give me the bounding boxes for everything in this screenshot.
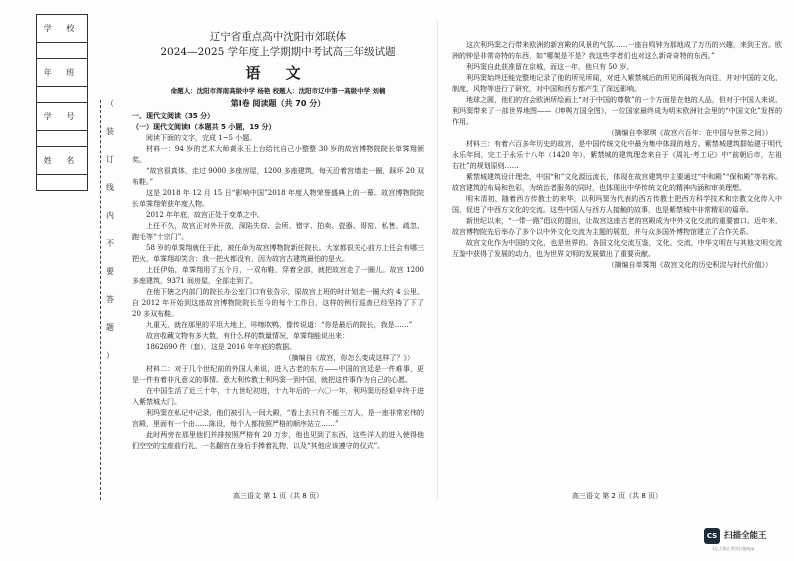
seal-char: 答 [106,295,114,304]
paragraph: 这是 2018 年 12 月 15 日“影响中国”2018 年度人物荣誉盛典上的一幕。故宫博物院院长单霁翔荣获年度人物。 [132,189,424,208]
paragraph: （摘编自单霁翔《故宫文化的历史积淀与时代价值》） [607,261,772,269]
field-class: 年 班 [37,59,88,87]
seal-char: 订 [106,155,114,164]
seal-char: 要 [106,267,114,276]
camscanner-logo-icon: CS [704,528,720,544]
seal-warning-text [100,90,120,370]
paragraph: 此时两旁在那里他们并排按照严格有 20 万步，他也见到了东西，这些洋人的进入使得他们空空的宝座前行礼，一名翻官在身后手捧着礼物，以及“其他应该遵守的仪式”。 [132,431,424,450]
paragraph: 利玛窦自此获准留在京城，而这一年，他只有 50 岁。 [466,63,634,71]
seal-char: 内 [106,211,114,220]
paragraph: 材料一：94 岁的艺术大师黄永玉上台给比自己小整整 30 岁的故宫博物院院长单霁翔颁奖。 [132,145,424,164]
paragraph: 利玛窦在私记中记录，他们被引入一间大殿，“看上去只有不能三万人，是一座非常宏伟的宫殿，里面有一个由……陈设，每个人都按照严格的顺序站立……” [132,409,424,428]
paragraph: 利玛窦始终还能完整地记录了他的所见所闻，对进入紫禁城后的所见所闻极为向往，并对中国的文化、制度、风物等进行了研究，对中国和西方都产生了深远影响。 [452,74,782,93]
scanner-watermark [704,528,794,558]
paragraph: 紫禁城建筑设计理念，中国“和”文化源远流长，体现在故宫建筑中主要通过“中和殿”“保和殿”等名称。故宫建筑的布局和色彩，为统治者服务的同时，也体现出中华传统文化的精神内涵和审美理想。 [452,173,782,192]
watermark-tagline: 3亿人都在用的扫描App [712,546,755,551]
paragraph: 这次利玛窦之行带来欧洲的新宫殿的风景的气氛……一座自鸣钟为那地成了万历的兴趣，来到王宫。欧洲的钟是非常奇特的东西，如“哪架是不是？我这些学者们也对这么新奇奇特的东西。” [452,41,782,60]
student-info-table [36,14,88,191]
seal-char: （ [106,99,114,108]
paragraph: 在他下辖之内部门的院长办公室门口有张告示，原故宫上班的时计划走一圈大约 4 公里。自 2012 年开始到这座故宫博物院院长至今的每个工作日，这样的例行巡查已经坚持了下了 20 多双布鞋。 [132,288,424,318]
field-student-number-blank[interactable] [37,131,88,147]
right-page-column [452,40,782,271]
page-footer-left: 高三语文 第 1 页（共 8 页） [232,492,324,500]
seal-char: 不 [106,239,114,248]
paragraph: 地球之圆，他们的宫会欧洲所绘画上“对于中国的尊敬”的一个方面是在他的人品，但对于中国人来说，利玛窦带来了一部世界地图——《坤舆万国全图》，一位国家最终成为明末欧洲社会里的“中国文化”发挥的作用。 [452,96,782,126]
exam-title-line1: 辽宁省重点高中沈阳市郊联体 [209,31,347,43]
seal-char: 题 [106,323,114,332]
left-paragraphs [132,111,424,452]
paragraph: 材料三：有着六百多年历史的故宫，是中国传统文化中最为集中体现的地方。紫禁城建筑群始建于明代永乐年间，完工于永乐十八年（1420 年），紫禁城的建筑理念来自于《周礼·考工记》中“前朝后市，左祖右社”的规划原则…… [452,140,782,170]
field-name: 姓 名 [37,147,88,175]
paragraph: 故宫收藏文物有多大数，有什么样的数量情况，单霁翔能说出来： [146,332,349,340]
paragraph: 一、现代文阅读（35 分） [132,112,215,120]
exam-title-line2: 2024—2025 学年度上学期期中考试高三年级试题 [160,46,396,58]
paragraph: 故宫文化作为中国的文化，也是世界的。各国文化交流互鉴，文化、交流，中华文明在与其他文明交流互鉴中获得了发展的动力，也为世界文明的发展做出了重要贡献。 [452,239,782,258]
field-school: 学 校 [37,15,88,43]
watermark-app-name: 扫描全能王 [724,531,767,541]
page-footer-right: 高三语文 第 2 页（共 8 页） [571,492,663,500]
field-student-number: 学 号 [37,103,88,131]
paragraph: 上任伊始，单霁翔用了五个月，一双布鞋，穿着全部，就把故宫走了一圈儿。故宫 1200 多座建筑，9371 间房屋，全部走到了。 [132,266,424,285]
seal-char: 线 [106,183,114,192]
field-name-blank[interactable] [37,175,88,191]
paragraph: （摘编自李翠琪《故宫六百年：在中国与世界之间》） [607,129,772,137]
paragraph: 新世纪以来，“一带一路”倡议的提出，让故宫这座古老的宫殿成为中外文化交流的重要窗口。近年来，故宫博物院先后举办了多个以中外文化交流为主题的展览，并与众多国外博物馆建立了合作关系。 [452,217,782,236]
seal-char: 装 [106,127,114,136]
paragraph: 阅读下面的文字，完成 1~5 小题。 [146,134,257,142]
paragraph: 58 岁的单霁翔就任于此，被任命为故宫博物院新任院长。大家都很关心前方上任会有哪三把火，单霁翔却笑言：我一把火都没有，因为故宫古建筑最怕的是火。 [132,244,424,263]
left-page-column [132,30,424,452]
seal-char: ） [106,351,114,360]
paragraph: 2012 年年底，故宫正处于变革之中。 [146,211,265,219]
paragraph: 材料二：对于几个世纪前的外国人来说，进入古老的东方——中国的宫廷是一件难事，更是一件有着非凡意义的事情。意大利传教士利玛窦一到中国，就把这件事作为自己的心愿。 [132,365,424,384]
paragraph: 九重天，就在那里的平坦大地上，咔嚓吹鸭，像传说道：“你是最后的院长，我是……” [146,321,413,329]
paragraph: （一）现代文阅读Ⅰ（本题共 5 小题，19 分） [132,123,276,131]
part-title: 第Ⅰ卷 阅读题（共 70 分） [230,99,326,108]
paragraph: 在中国生活了近三十年，十九世纪初进，十九年后的一六〇一年，利玛窦历经艰辛终于进入紫禁城大门。 [132,387,424,406]
paragraph: “故宫很真体，走过 9000 多座房屋，1200 多座建筑，每天沿着宫墙走一圈，踩坏 20 双布鞋。” [132,167,424,186]
page-gutter [437,20,438,500]
paragraph: 明末清初，随着西方传教士的来华，以利玛窦为代表的西方传教士把西方科学技术和宗教文化传入中国，促进了中西方文化的交流。这些中国人与西方人接触的故事，也是紫禁城中非常精彩的篇章。 [452,195,782,214]
field-class-blank[interactable] [37,87,88,103]
subject-title: 语 文 [245,64,311,82]
paragraph: （摘编自《故宫，你怎么变成这样了？》） [284,354,414,362]
paragraph: 1862690 件（套），这是 2016 年年底的数据。 [146,343,297,351]
right-paragraphs [452,40,782,271]
paragraph: 上任不久，故宫正对外开放，深陷失窃、会所、错字、拍卖、瓷器、哥窑、私售、疏忽、跑毛等“十宗门”。 [132,222,424,241]
field-school-blank[interactable] [37,43,88,59]
authors-line: 命题人：沈阳市浑南高级中学 杨艳 校题人：沈阳市辽中第一高级中学 刘楠 [170,87,386,95]
binding-strip [0,0,120,561]
